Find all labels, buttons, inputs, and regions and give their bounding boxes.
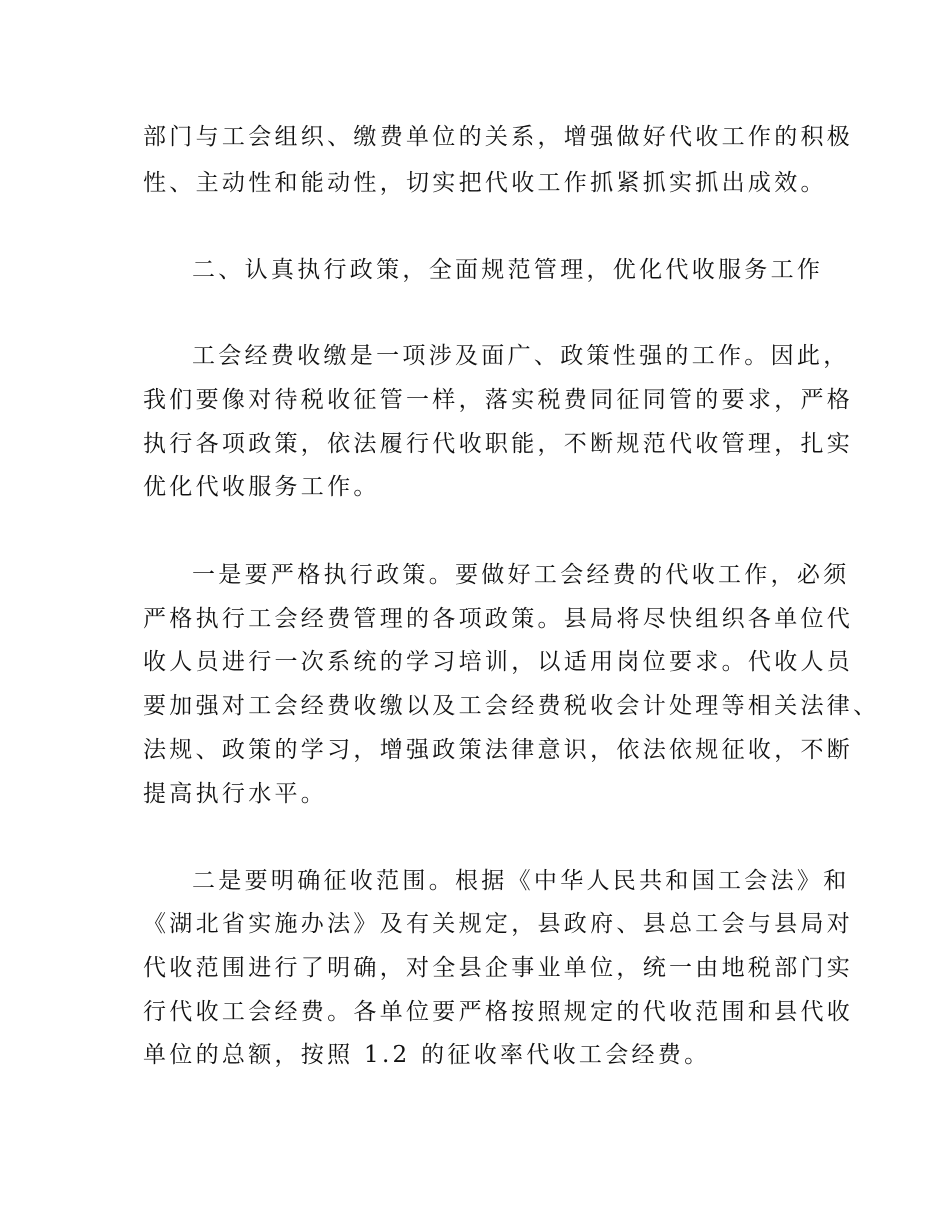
text-line: 工会经费收缴是一项涉及面广、政策性强的工作。因此， (192, 343, 850, 369)
text-line: 二是要明确征收范围。根据《中华人民共和国工会法》和 (192, 868, 850, 894)
text-line: 性、主动性和能动性，切实把代收工作抓紧抓实抓出成效。 (143, 170, 827, 196)
section-heading: 二、认真执行政策，全面规范管理，优化代收服务工作 (192, 257, 824, 283)
text-line: 要加强对工会经费收缴以及工会经费税收会计处理等相关法律、 (143, 693, 880, 719)
text-line: 执行各项政策，依法履行代收职能，不断规范代收管理，扎实 (143, 431, 854, 457)
text-line: 部门与工会组织、缴费单位的关系，增强做好代收工作的积极 (143, 124, 854, 150)
text-line: 我们要像对待税收征管一样，落实税费同征同管的要求，严格 (143, 387, 854, 413)
text-line: 法规、政策的学习，增强政策法律意识，依法依规征收，不断 (143, 737, 854, 763)
text-line: 收人员进行一次系统的学习培训，以适用岗位要求。代收人员 (143, 649, 854, 675)
text-line: 严格执行工会经费管理的各项政策。县局将尽快组织各单位代 (143, 606, 854, 632)
text-line: 单位的总额，按照 1.2 的征收率代收工会经费。 (143, 1042, 711, 1068)
text-line: 代收范围进行了明确，对全县企事业单位，统一由地税部门实 (143, 955, 854, 981)
text-line: 行代收工会经费。各单位要严格按照规定的代收范围和县代收 (143, 999, 854, 1025)
text-line: 《湖北省实施办法》及有关规定，县政府、县总工会与县局对 (143, 911, 854, 937)
text-line: 提高执行水平。 (143, 781, 328, 807)
text-line: 一是要严格执行政策。要做好工会经费的代收工作，必须 (192, 562, 850, 588)
text-line: 优化代收服务工作。 (143, 474, 380, 500)
